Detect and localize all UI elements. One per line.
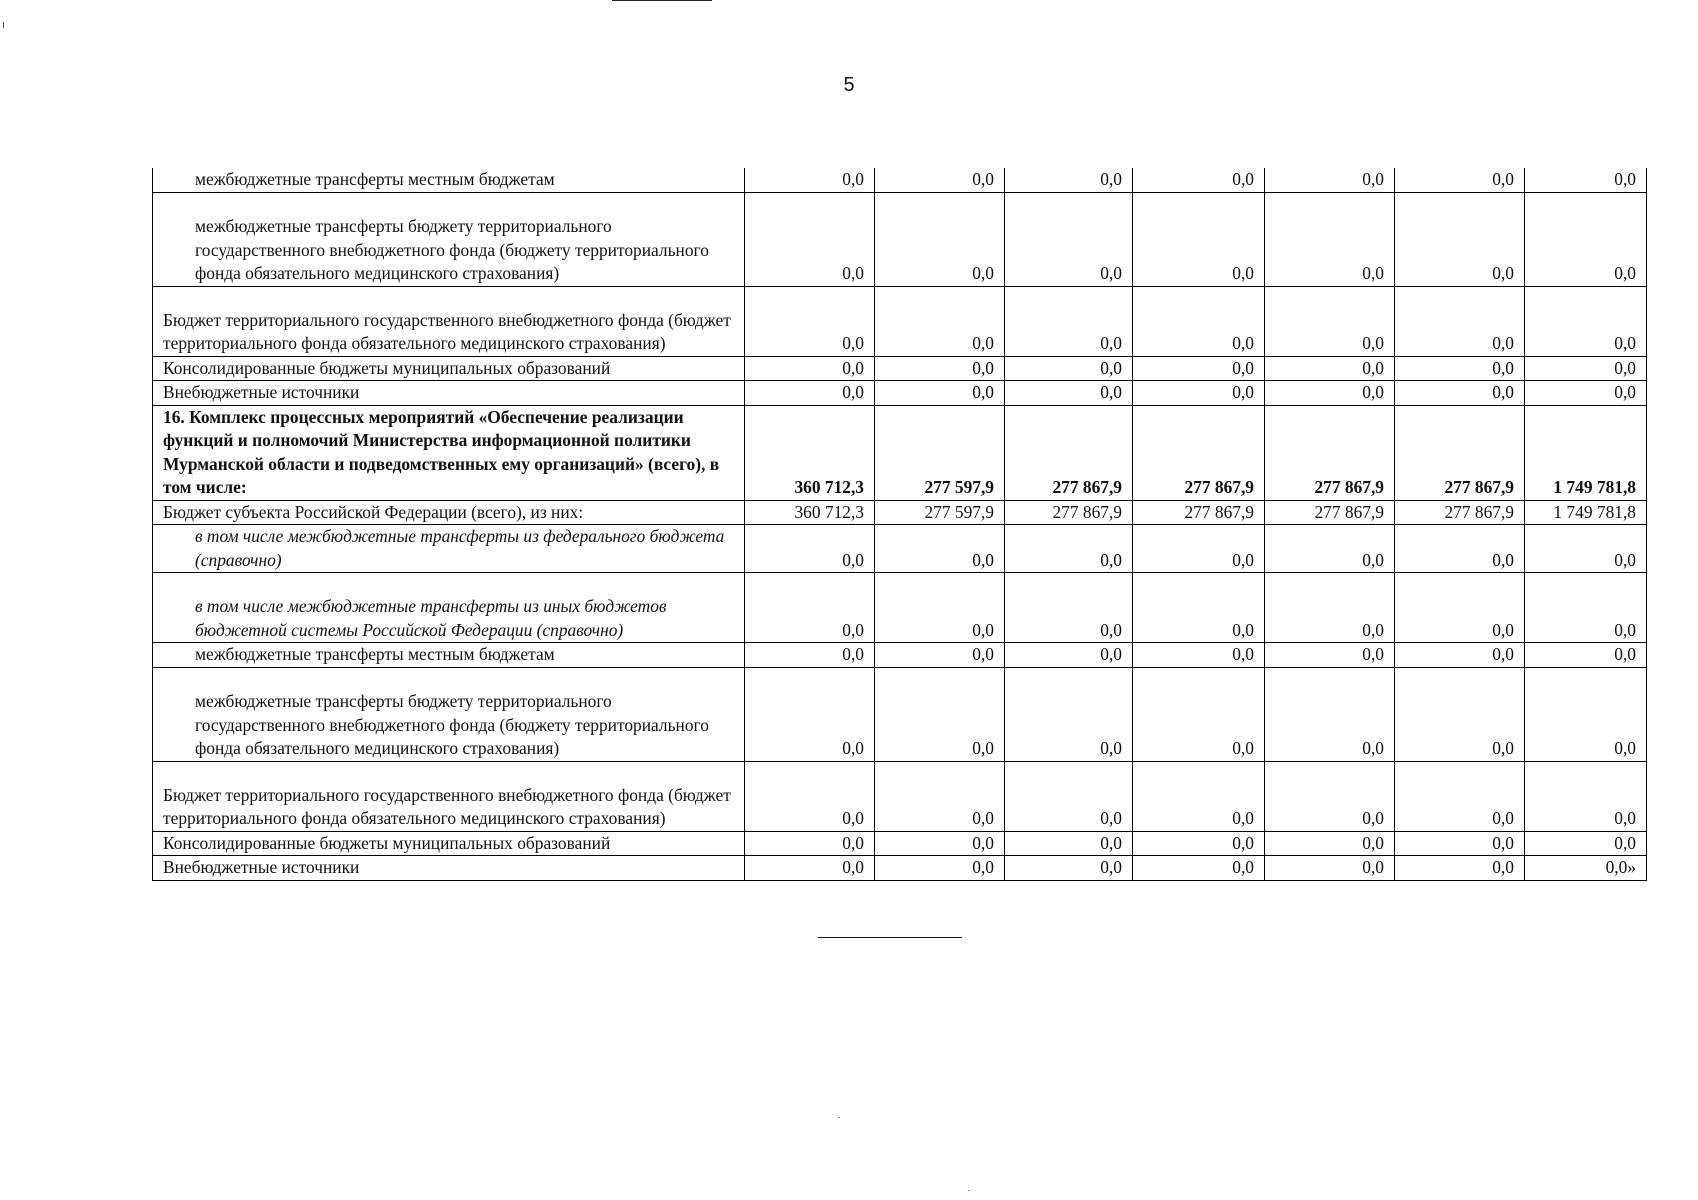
value-cell: 0,0 <box>745 381 875 406</box>
value-cell: 0,0 <box>1525 831 1647 856</box>
value-cell: 0,0 <box>1525 573 1647 643</box>
value-cell: 0,0 <box>1265 856 1395 881</box>
value-cell: 0,0 <box>1133 356 1265 381</box>
value-cell: 277 867,9 <box>1265 405 1395 500</box>
table-row <box>153 168 1647 192</box>
value-cell: 0,0 <box>1525 525 1647 573</box>
value-cell: 0,0 <box>745 761 875 831</box>
value-cell: 0,0 <box>1133 168 1265 192</box>
value-cell: 0,0 <box>745 286 875 356</box>
value-cell: 0,0 <box>1133 381 1265 406</box>
row-label: в том числе межбюджетные трансферты из федерального бюджета (справочно) <box>153 525 745 573</box>
value-cell: 0,0 <box>1265 381 1395 406</box>
value-cell: 277 867,9 <box>1265 500 1395 525</box>
value-cell: 0,0 <box>1265 192 1395 286</box>
value-cell: 0,0 <box>1265 525 1395 573</box>
value-cell: 277 867,9 <box>1133 500 1265 525</box>
table-row <box>153 643 1647 668</box>
table-row <box>153 761 1647 831</box>
value-cell: 0,0 <box>745 356 875 381</box>
value-cell: 0,0 <box>1005 525 1133 573</box>
value-cell: 0,0 <box>875 168 1005 192</box>
value-cell: 0,0 <box>1133 761 1265 831</box>
value-cell: 0,0 <box>1265 761 1395 831</box>
value-cell: 0,0 <box>1525 381 1647 406</box>
value-cell: 0,0 <box>875 356 1005 381</box>
value-cell: 0,0 <box>1133 643 1265 668</box>
value-cell: 0,0 <box>875 667 1005 761</box>
value-cell: 0,0 <box>1265 831 1395 856</box>
value-cell: 0,0 <box>745 192 875 286</box>
row-label: межбюджетные трансферты бюджету территориального государственного внебюджетного фонда (бюджету территориального фонда обязательного медицинского страхования) <box>153 667 745 761</box>
end-rule <box>818 937 962 938</box>
value-cell: 0,0 <box>745 667 875 761</box>
value-cell: 1 749 781,8 <box>1525 500 1647 525</box>
value-cell: 0,0 <box>1395 856 1525 881</box>
value-cell: 0,0 <box>1265 356 1395 381</box>
value-cell: 277 867,9 <box>1395 500 1525 525</box>
row-label: Бюджет территориального государственного внебюджетного фонда (бюджет территориального фонда обязательного медицинского страхования) <box>153 286 745 356</box>
table-row <box>153 500 1647 525</box>
value-cell: 0,0 <box>1005 831 1133 856</box>
row-label: 16. Комплекс процессных мероприятий «Обеспечение реализации функций и полномочий Министерства информационной политики Мурманской области и подведомственных ему организаций» (всего), в том числе: <box>153 405 745 500</box>
value-cell: 0,0 <box>1133 831 1265 856</box>
value-cell: 0,0 <box>875 643 1005 668</box>
value-cell: 0,0 <box>1395 168 1525 192</box>
row-label: Внебюджетные источники <box>153 381 745 406</box>
value-cell: 0,0» <box>1525 856 1647 881</box>
scan-speck <box>838 1117 840 1118</box>
value-cell: 0,0 <box>1005 356 1133 381</box>
row-label: Бюджет территориального государственного внебюджетного фонда (бюджет территориального фонда обязательного медицинского страхования) <box>153 761 745 831</box>
value-cell: 0,0 <box>1005 761 1133 831</box>
table-body <box>153 168 1647 880</box>
value-cell: 277 867,9 <box>1005 405 1133 500</box>
value-cell: 0,0 <box>1395 381 1525 406</box>
value-cell: 0,0 <box>1525 761 1647 831</box>
value-cell: 0,0 <box>1265 643 1395 668</box>
top-rule <box>612 0 712 1</box>
row-label: Внебюджетные источники <box>153 856 745 881</box>
table-row <box>153 667 1647 761</box>
value-cell: 0,0 <box>1005 856 1133 881</box>
value-cell: 0,0 <box>745 573 875 643</box>
value-cell: 0,0 <box>1395 525 1525 573</box>
value-cell: 0,0 <box>745 525 875 573</box>
value-cell: 0,0 <box>1395 667 1525 761</box>
value-cell: 277 597,9 <box>875 500 1005 525</box>
value-cell: 0,0 <box>875 856 1005 881</box>
value-cell: 0,0 <box>875 573 1005 643</box>
row-label: Консолидированные бюджеты муниципальных образований <box>153 831 745 856</box>
page-number: 5 <box>843 74 855 96</box>
value-cell: 0,0 <box>1133 192 1265 286</box>
value-cell: 0,0 <box>1133 525 1265 573</box>
value-cell: 277 867,9 <box>1005 500 1133 525</box>
row-label: межбюджетные трансферты местным бюджетам <box>153 168 745 192</box>
value-cell: 0,0 <box>875 525 1005 573</box>
value-cell: 0,0 <box>1525 356 1647 381</box>
row-label: в том числе межбюджетные трансферты из иных бюджетов бюджетной системы Российской Федерации (справочно) <box>153 573 745 643</box>
value-cell: 0,0 <box>1265 286 1395 356</box>
value-cell: 0,0 <box>1005 168 1133 192</box>
row-label: Консолидированные бюджеты муниципальных образований <box>153 356 745 381</box>
value-cell: 0,0 <box>745 643 875 668</box>
value-cell: 0,0 <box>875 381 1005 406</box>
value-cell: 0,0 <box>1395 286 1525 356</box>
row-label: межбюджетные трансферты бюджету территориального государственного внебюджетного фонда (бюджету территориального фонда обязательного медицинского страхования) <box>153 192 745 286</box>
value-cell: 0,0 <box>745 168 875 192</box>
value-cell: 360 712,3 <box>745 405 875 500</box>
value-cell: 0,0 <box>1005 192 1133 286</box>
budget-table <box>152 168 1647 881</box>
value-cell: 0,0 <box>1265 573 1395 643</box>
value-cell: 0,0 <box>1395 643 1525 668</box>
value-cell: 0,0 <box>1133 667 1265 761</box>
value-cell: 0,0 <box>745 831 875 856</box>
table-row <box>153 192 1647 286</box>
value-cell: 0,0 <box>1395 356 1525 381</box>
value-cell: 0,0 <box>1395 761 1525 831</box>
value-cell: 0,0 <box>1265 168 1395 192</box>
value-cell: 0,0 <box>1525 286 1647 356</box>
value-cell: 0,0 <box>1005 667 1133 761</box>
value-cell: 0,0 <box>875 761 1005 831</box>
value-cell: 0,0 <box>875 831 1005 856</box>
value-cell: 0,0 <box>1525 667 1647 761</box>
table-row <box>153 573 1647 643</box>
table-row <box>153 381 1647 406</box>
value-cell: 0,0 <box>1525 643 1647 668</box>
table-row <box>153 856 1647 881</box>
value-cell: 360 712,3 <box>745 500 875 525</box>
value-cell: 0,0 <box>1525 168 1647 192</box>
value-cell: 0,0 <box>1133 286 1265 356</box>
table-row <box>153 405 1647 500</box>
value-cell: 0,0 <box>745 856 875 881</box>
table-row <box>153 831 1647 856</box>
value-cell: 277 867,9 <box>1133 405 1265 500</box>
value-cell: 277 597,9 <box>875 405 1005 500</box>
value-cell: 0,0 <box>875 286 1005 356</box>
scan-speck <box>3 22 4 28</box>
value-cell: 0,0 <box>1133 573 1265 643</box>
value-cell: 0,0 <box>1005 643 1133 668</box>
value-cell: 0,0 <box>1395 573 1525 643</box>
value-cell: 0,0 <box>1525 192 1647 286</box>
scan-speck <box>968 1190 970 1191</box>
value-cell: 0,0 <box>1265 667 1395 761</box>
value-cell: 0,0 <box>875 192 1005 286</box>
value-cell: 0,0 <box>1005 573 1133 643</box>
value-cell: 1 749 781,8 <box>1525 405 1647 500</box>
table-row <box>153 356 1647 381</box>
row-label: Бюджет субъекта Российской Федерации (всего), из них: <box>153 500 745 525</box>
value-cell: 0,0 <box>1395 831 1525 856</box>
value-cell: 0,0 <box>1005 381 1133 406</box>
value-cell: 277 867,9 <box>1395 405 1525 500</box>
row-label: межбюджетные трансферты местным бюджетам <box>153 643 745 668</box>
table-row <box>153 525 1647 573</box>
value-cell: 0,0 <box>1133 856 1265 881</box>
value-cell: 0,0 <box>1005 286 1133 356</box>
table-row <box>153 286 1647 356</box>
value-cell: 0,0 <box>1395 192 1525 286</box>
